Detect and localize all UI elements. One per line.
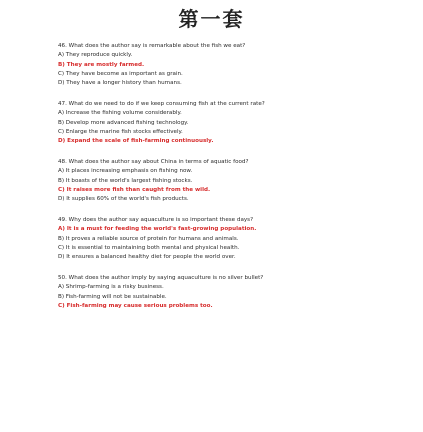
option-a-correct: A) It is a must for feeding the world's fast-growing population. xyxy=(58,226,257,233)
question-stem: 50. What does the author imply by saying aquaculture is no silver bullet? xyxy=(58,274,264,281)
option-d: D) It supplies 60% of the world's fish products. xyxy=(58,196,189,203)
question-stem: 46. What does the author say is remarkable about the fish we eat? xyxy=(58,43,246,49)
question-48 xyxy=(58,158,408,204)
option-a: A) They reproduce quickly. xyxy=(58,52,133,59)
option-c: C) It is essential to maintaining both mental and physical health. xyxy=(58,244,240,251)
question-47 xyxy=(58,100,408,146)
option-d: D) It ensures a balanced healthy diet for people the world over. xyxy=(58,254,236,261)
option-c-correct: C) It raises more fish than caught from the wild. xyxy=(58,186,211,193)
option-a: A) Shrimp-farming is a risky business. xyxy=(58,284,164,291)
question-stem: 48. What does the author say about China in terms of aquatic food? xyxy=(58,158,249,165)
option-b: B) It proves a reliable source of protein for humans and animals. xyxy=(58,235,239,242)
option-b: B) It boasts of the world's largest fishing stocks. xyxy=(58,177,193,184)
option-a: A) Increase the fishing volume considerably. xyxy=(58,110,182,117)
question-stem: 49. Why does the author say aquaculture is so important these days? xyxy=(58,216,254,223)
page-title: 第一套 xyxy=(178,7,245,31)
question-stem: 47. What do we need to do if we keep consuming fish at the current rate? xyxy=(58,100,265,107)
option-b-correct: B) They are mostly farmed. xyxy=(58,61,145,68)
option-c: C) They have become as important as grain. xyxy=(58,70,183,77)
option-c: C) Enlarge the marine fish stocks effectively. xyxy=(58,128,183,135)
question-50 xyxy=(58,274,408,311)
option-b: B) Develop more advanced fishing technology. xyxy=(58,119,189,126)
option-d-correct: D) Expand the scale of fish-farming continuously. xyxy=(58,138,214,145)
question-49 xyxy=(58,216,408,262)
option-a: A) It places increasing emphasis on fishing now. xyxy=(58,168,193,175)
option-b: B) Fish-farming will not be sustainable. xyxy=(58,293,167,300)
option-d: D) They have a longer history than humans. xyxy=(58,80,182,87)
question-list xyxy=(58,42,408,323)
option-c-correct: C) Fish-farming may cause serious problems too. xyxy=(58,302,213,309)
question-46 xyxy=(58,42,408,88)
